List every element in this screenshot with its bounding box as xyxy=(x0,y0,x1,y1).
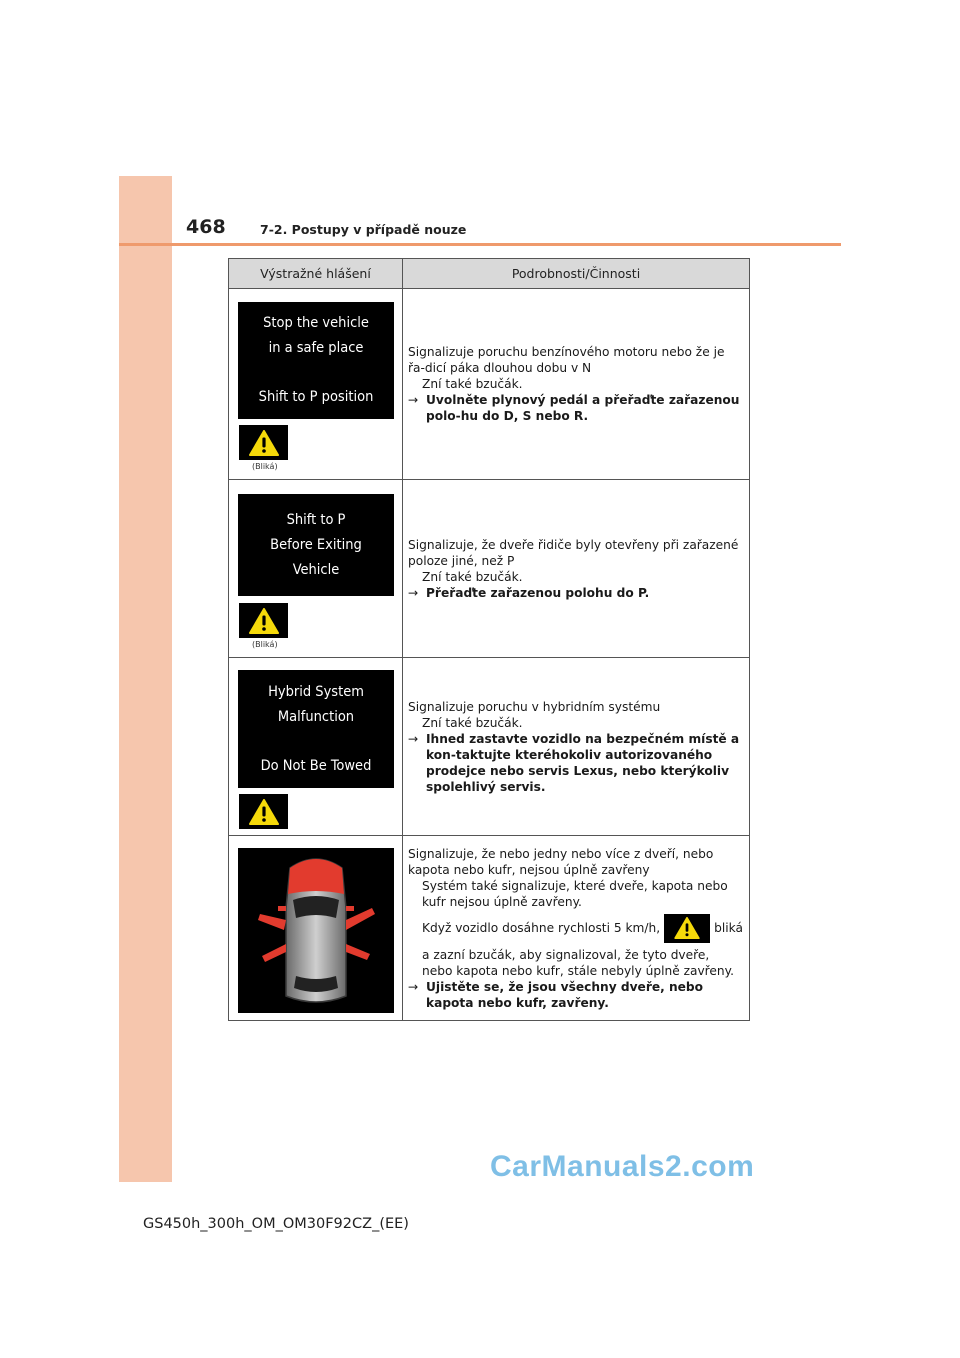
table-row xyxy=(229,480,749,658)
description-text: Signalizuje poruchu benzínového motoru nebo že je řa-dicí páka dlouhou dobu v N xyxy=(408,345,725,375)
blink-note: (Bliká) xyxy=(252,462,278,471)
warning-triangle-icon xyxy=(239,794,288,829)
table-row xyxy=(229,658,749,836)
action-text xyxy=(408,585,743,601)
page-number: 468 xyxy=(186,216,226,238)
display-line: Malfunction xyxy=(277,708,355,725)
buzzer-note: Zní také bzučák. xyxy=(422,377,523,391)
header-rule xyxy=(119,243,841,246)
warning-display-cell xyxy=(229,480,403,657)
system-note: Systém také signalizuje, které dveře, kapota nebo kufr nejsou úplně zavřeny. xyxy=(422,878,728,909)
watermark: CarManuals2.com xyxy=(490,1150,755,1183)
details-cell xyxy=(403,480,749,657)
speed-note-after: bliká xyxy=(714,921,743,935)
warning-triangle-icon xyxy=(239,603,288,638)
arrow-right-icon: → xyxy=(408,979,419,994)
display-line: in a safe place xyxy=(268,340,364,356)
arrow-right-icon: → xyxy=(408,393,419,407)
buzzer-note: Zní také bzučák. xyxy=(422,569,523,584)
document-code: GS450h_300h_OM_OM30F92CZ_(EE) xyxy=(143,1216,409,1232)
details-cell xyxy=(403,836,749,1020)
buzzer-note: Zní také bzučák. xyxy=(422,715,523,730)
chapter-side-band xyxy=(119,176,172,1182)
details-cell xyxy=(403,289,749,479)
message-display xyxy=(238,494,394,596)
column-header-warning: Výstražné hlášení xyxy=(229,259,403,288)
speed-note-before: Když vozidlo dosáhne rychlosti 5 km/h, xyxy=(422,921,661,935)
warning-display-cell xyxy=(229,658,403,835)
action-text xyxy=(408,731,743,795)
description-text: Signalizuje, že dveře řidiče byly otevřeny při zařazené poloze jiné, než P xyxy=(408,537,739,568)
table-row xyxy=(229,836,749,1020)
warning-triangle-icon xyxy=(664,914,710,943)
details-cell xyxy=(403,658,749,835)
blink-note: (Bliká) xyxy=(252,640,278,649)
display-line: Stop the vehicle xyxy=(263,315,369,331)
display-line: Hybrid System xyxy=(268,683,364,700)
action-label: Ujistěte se, že jsou všechny dveře, nebo kapota nebo kufr, zavřeny. xyxy=(426,979,704,1010)
message-display xyxy=(238,670,394,788)
display-line: Shift to P position xyxy=(258,389,374,405)
buzzer-note: a zazní bzučák, aby signalizoval, že tyto dveře, nebo kapota nebo kufr, stále nebyly úplně zavřeny. xyxy=(422,947,734,978)
action-text xyxy=(408,392,743,424)
section-title: 7-2. Postupy v případě nouze xyxy=(260,222,467,237)
action-label: Ihned zastavte vozidlo na bezpečném místě a kon-taktujte kteréhokoliv autorizovaného prodejce nebo servis Lexus, nebo kterýkoliv spolehlivý servis. xyxy=(426,731,740,794)
warning-messages-table xyxy=(228,258,750,1021)
warning-display-cell xyxy=(229,836,403,1020)
action-label: Přeřaďte zařazenou polohu do P. xyxy=(426,585,650,600)
speed-note-line xyxy=(408,914,743,943)
display-line: Do Not Be Towed xyxy=(260,757,372,774)
message-display xyxy=(238,302,394,419)
warning-triangle-icon xyxy=(239,425,288,460)
table-header xyxy=(229,259,749,289)
column-header-details: Podrobnosti/Činnosti xyxy=(511,266,641,281)
display-line: Vehicle xyxy=(292,561,340,578)
warning-display-cell xyxy=(229,289,403,479)
display-line: Before Exiting xyxy=(270,536,362,553)
car-doors-open-icon xyxy=(238,848,394,1013)
description-text: Signalizuje poruchu v hybridním systému xyxy=(408,699,661,714)
action-text xyxy=(408,979,743,1011)
arrow-right-icon: → xyxy=(408,585,419,600)
display-line: Shift to P xyxy=(286,511,346,528)
table-row xyxy=(229,289,749,480)
action-label: Uvolněte plynový pedál a přeřaďte zařazenou polo-hu do D, S nebo R. xyxy=(426,393,740,423)
arrow-right-icon: → xyxy=(408,731,419,746)
description-text: Signalizuje, že nebo jedny nebo více z dveří, nebo kapota nebo kufr, nejsou úplně zavřeny xyxy=(408,846,714,877)
